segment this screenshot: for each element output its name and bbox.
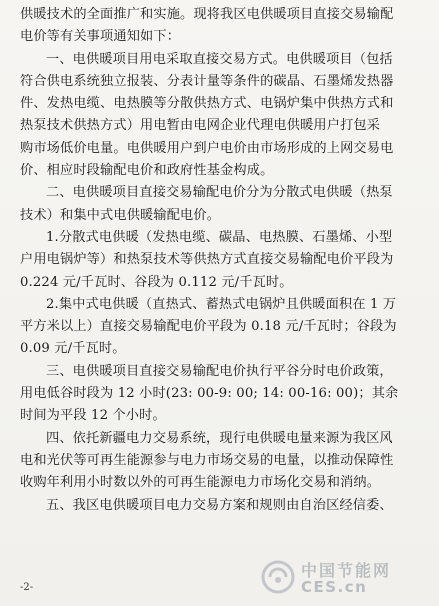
page-number: -2-: [20, 582, 34, 593]
text-line: 用电低谷时段为 12 小时(23: 00-9: 00; 14: 00-16: 00)；其余: [20, 386, 399, 402]
watermark-en: CES.cn: [301, 578, 368, 596]
text-line: 一、电供暖项目用电采取直接交易方式。电供暖项目（包括: [46, 51, 393, 67]
text-line: 电和光伏等可再生能源参与电力市场交易的电量，以推动保障性: [20, 452, 394, 468]
text-line: 收购年利用小时数以外的可再生能源电力市场化交易和消纳。: [20, 475, 381, 491]
ces-logo-icon: [261, 560, 295, 594]
text-line: 1.分散式电供暖（发热电缆、碳晶、电热膜、石墨烯、小型: [46, 229, 393, 245]
text-line: 购市场低价电量。电供暖用户到户电价由市场形成的上网交易电: [20, 140, 394, 156]
watermark: [261, 556, 431, 600]
text-line: 供暖技术的全面推广和实施。现将我区电供暖项目直接交易输配: [20, 7, 394, 22]
text-line: 热泵技术供热方式）用电暂由电网企业代理电供暖用户打包采: [20, 118, 381, 134]
text-line: 五、我区电供暖项目电力交易方案和规则由自治区经信委、: [46, 497, 393, 513]
watermark-cn: 中国节能网: [301, 561, 392, 580]
text-line: 2.集中式电供暖（直热式、蓄热式电锅炉且供暖面积在 1 万: [46, 296, 397, 312]
text-line: 四、依托新疆电力交易系统，现行电供暖电量来源为我区风: [46, 430, 393, 446]
document-body: [20, 4, 428, 517]
text-line: 电价等有关事项通知如下：: [20, 29, 181, 45]
text-line: 户用电锅炉等）和热泵技术等供热方式直接交易输配电价平段为: [20, 252, 394, 268]
text-line: 价、相应时段输配电价和政府性基金构成。: [20, 163, 274, 179]
text-line: 0.09 元/千瓦时。: [20, 341, 126, 357]
text-line: 时间为平段 12 个小时。: [20, 408, 166, 424]
text-line: 平方米以上）直接交易输配电价平段为 0.18 元/千瓦时；谷段为: [20, 319, 397, 335]
text-line: 技术）和集中式电供暖输配电价。: [20, 207, 221, 223]
text-line: 二、电供暖项目直接交易输配电价分为分散式电供暖（热泵: [46, 185, 393, 201]
text-line: 件、发热电缆、电热膜等分散供热方式、电锅炉集中供热方式和: [20, 96, 394, 112]
text-line: 三、电供暖项目直接交易输配电价执行平谷分时电价政策，: [46, 363, 393, 379]
text-line: 符合供电系统独立报装、分表计量等条件的碳晶、石墨烯发热器: [20, 73, 394, 89]
text-line: 0.224 元/千瓦时、谷段为 0.112 元/千瓦时。: [20, 274, 293, 290]
